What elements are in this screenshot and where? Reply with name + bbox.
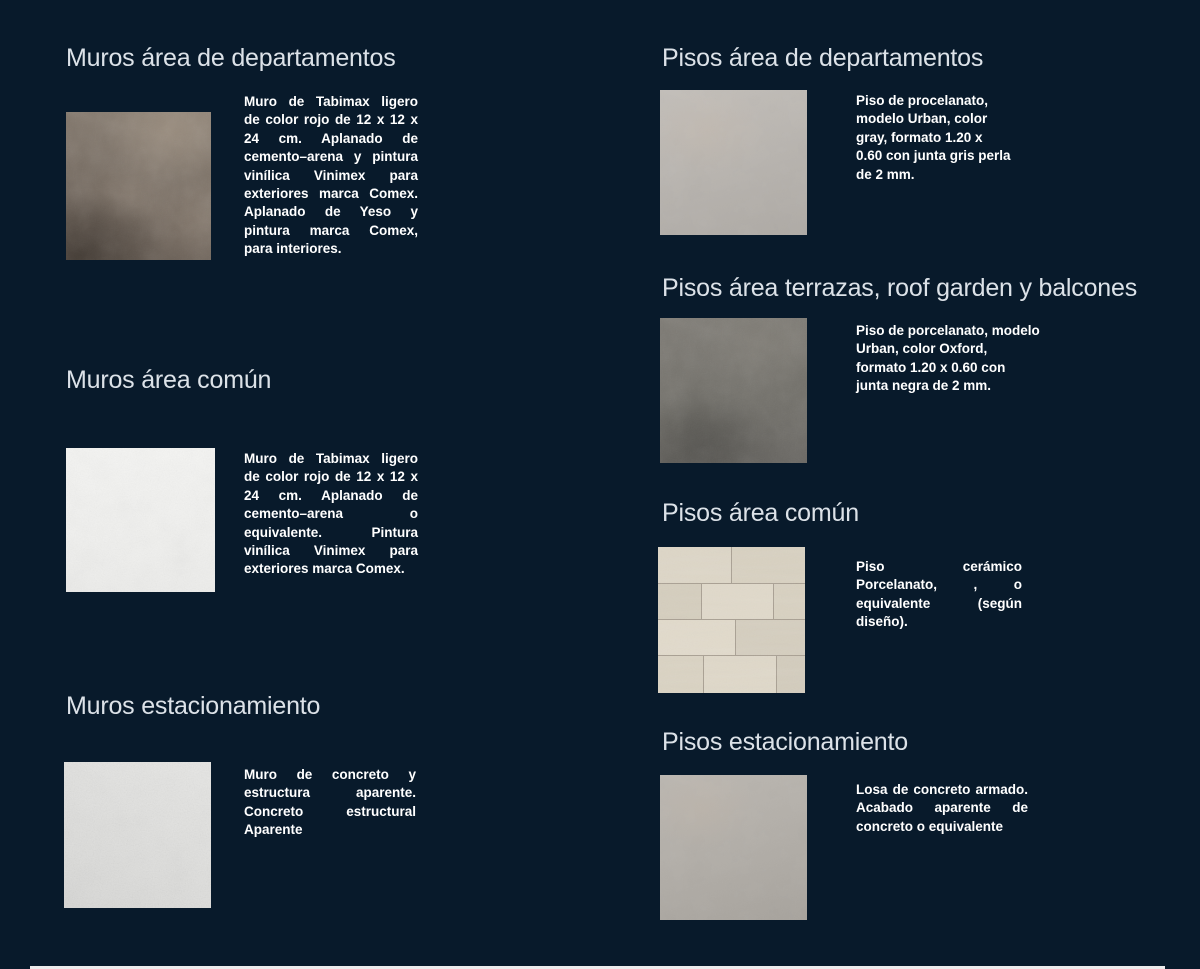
description-line: de 2 mm. [856, 166, 915, 182]
description-line: Piso de porcelanato, modelo [856, 323, 1040, 338]
pisos-departamentos-heading: Pisos área de departamentos [662, 44, 984, 72]
pisos-estacionamiento-description [856, 781, 1028, 836]
description-line: Aplanado de Yeso y [244, 204, 418, 220]
description-line: Aparente [244, 822, 303, 838]
description-line: Piso de procelanato, [856, 93, 989, 108]
pisos-area-comun-heading: Pisos área común [662, 499, 859, 527]
description-line: Losa de concreto armado. [856, 782, 1028, 797]
description-line: gray, formato 1.20 x [856, 129, 983, 145]
description-line: 24 cm. Aplanado de [244, 130, 418, 146]
description-line: Acabado aparente de [856, 800, 1028, 816]
description-line: 0.60 con junta gris perla [856, 148, 1011, 164]
description-line: vinílica Vinimex para [244, 543, 418, 559]
description-line: de color rojo de 12 x 12 x [244, 469, 418, 485]
description-line: diseño). [856, 614, 908, 630]
pisos-departamentos-porcelain-swatch [660, 90, 807, 235]
description-line: concreto o equivalente [856, 818, 1004, 834]
muros-departamentos-plaster-swatch [66, 112, 211, 260]
description-line: Concreto estructural [244, 803, 416, 819]
description-line: Porcelanato, , o [856, 577, 1022, 593]
description-line: cemento–arena y pintura [244, 149, 418, 165]
pisos-area-comun-description [856, 558, 1022, 632]
pisos-estacionamiento-concrete-swatch [660, 775, 807, 920]
muros-departamentos-description [244, 93, 418, 259]
description-line: estructura aparente. [244, 785, 416, 801]
description-line: formato 1.20 x 0.60 con [856, 359, 1006, 375]
pisos-terrazas-description [856, 322, 1044, 396]
description-line: Piso cerámico [856, 559, 1022, 574]
muros-departamentos-heading: Muros área de departamentos [66, 44, 396, 72]
description-line: Urban, color Oxford, [856, 341, 988, 357]
description-line: junta negra de 2 mm. [856, 378, 992, 394]
description-line: Muro de Tabimax ligero [244, 451, 418, 466]
description-line: exteriores marca Comex. [244, 561, 405, 577]
muros-estacionamiento-description [244, 766, 416, 840]
muros-area-comun-description [244, 450, 418, 579]
pisos-terrazas-oxford-swatch [660, 318, 807, 463]
description-line: para interiores. [244, 241, 342, 257]
description-line: Muro de concreto y [244, 767, 416, 782]
pisos-estacionamiento-heading: Pisos estacionamiento [662, 728, 908, 756]
description-line: pintura marca Comex, [244, 222, 418, 238]
pisos-area-comun-wood-plank-swatch [658, 547, 805, 693]
description-line: de color rojo de 12 x 12 x [244, 112, 418, 128]
description-line: equivalente (según [856, 595, 1022, 611]
description-line: equivalente. Pintura [244, 524, 418, 540]
description-line: Muro de Tabimax ligero [244, 94, 418, 109]
description-line: 24 cm. Aplanado de [244, 487, 418, 503]
description-line: exteriores marca Comex. [244, 186, 418, 202]
pisos-departamentos-description [856, 92, 1020, 184]
muros-estacionamiento-concrete-swatch [64, 762, 211, 908]
muros-estacionamiento-heading: Muros estacionamiento [66, 692, 321, 720]
muros-area-comun-heading: Muros área común [66, 366, 272, 394]
description-line: vinílica Vinimex para [244, 167, 418, 183]
description-line: modelo Urban, color [856, 111, 988, 127]
description-line: cemento–arena o [244, 506, 418, 522]
muros-area-comun-stucco-swatch [66, 448, 215, 592]
pisos-terrazas-heading: Pisos área terrazas, roof garden y balcones [662, 274, 1137, 302]
